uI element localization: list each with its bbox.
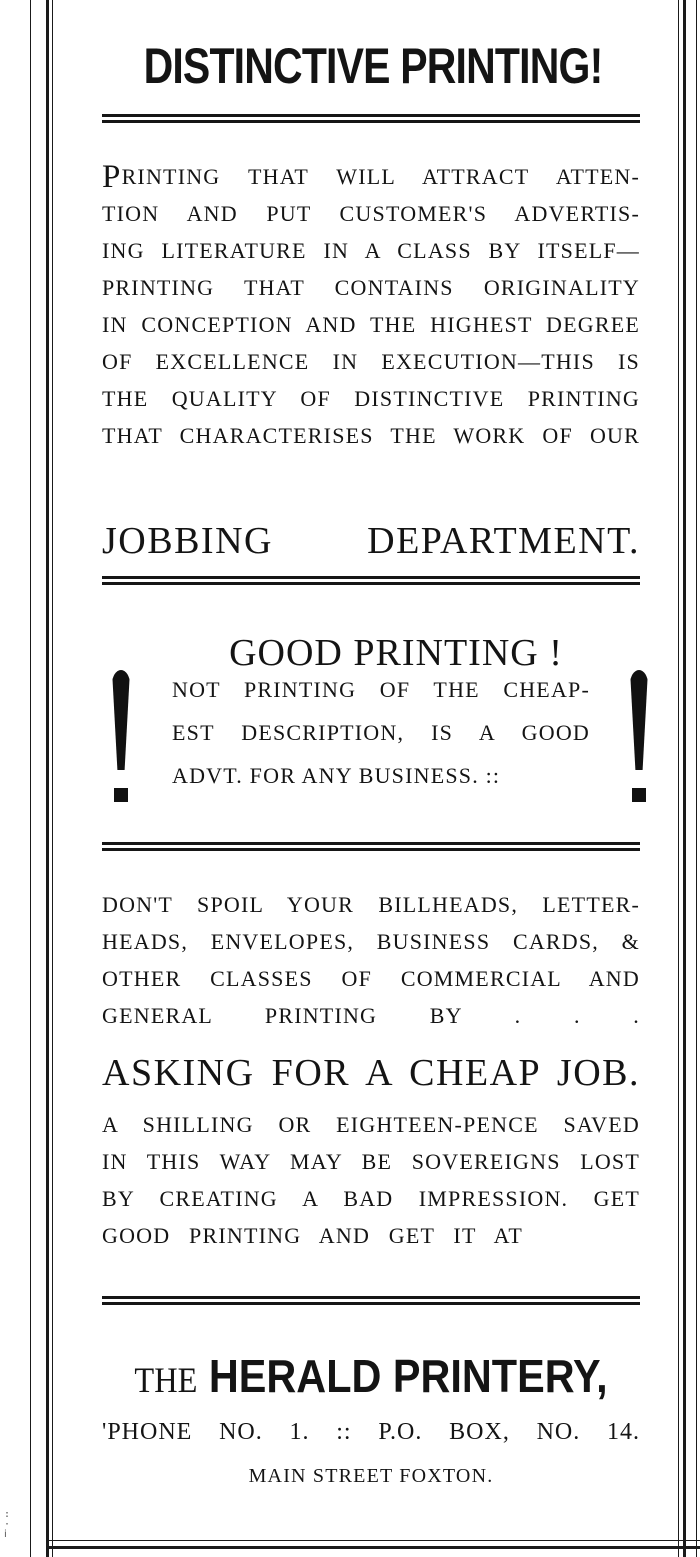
printery-name: [129, 1344, 613, 1408]
intro-line: THE QUALITY OF DISTINCTIVE PRINTING: [102, 386, 640, 411]
printery-title: HERALD PRINTERY,: [208, 1350, 608, 1402]
edge-marks: : · ⅰ: [4, 1509, 11, 1540]
divider-3: [102, 842, 640, 852]
intro-line: PRINTING THAT CONTAINS ORIGINALITY: [102, 275, 640, 300]
column-rule-left: [46, 0, 49, 1557]
column-rule-left-inner: [52, 0, 53, 1557]
warning-line: GENERAL PRINTING BY . . .: [102, 1003, 640, 1028]
intro-line: OF EXCELLENCE IN EXECUTION—THIS IS: [102, 349, 640, 374]
exclamation-right-icon: [626, 670, 652, 820]
intro-line: ING LITERATURE IN A CLASS BY ITSELF—: [102, 238, 640, 263]
printery-the: THE: [134, 1360, 198, 1400]
closing-line: BY CREATING A BAD IMPRESSION. GET: [102, 1186, 640, 1211]
closing-line: GOOD PRINTING AND GET IT AT: [102, 1223, 523, 1248]
closing-paragraph: [102, 1106, 640, 1254]
intro-line: IN CONCEPTION AND THE HIGHEST DEGREE: [102, 312, 640, 337]
department-heading: JOBBING DEPARTMENT.: [102, 520, 640, 562]
drop-cap: P: [102, 159, 122, 195]
divider-4: [102, 1296, 640, 1306]
intro-line: PRINTING THAT WILL ATTRACT ATTEN-: [102, 159, 640, 195]
closing-line: IN THIS WAY MAY BE SOVEREIGNS LOST: [102, 1149, 640, 1174]
printery-address: MAIN STREET FOXTON.: [248, 1465, 494, 1487]
exclamation-left-icon: [108, 670, 134, 820]
good-printing-text: [172, 668, 590, 797]
printery-contact: 'PHONE NO. 1. :: P.O. BOX, NO. 14.: [102, 1419, 640, 1445]
column-rule-left-outer: [30, 0, 31, 1557]
intro-line: TION AND PUT CUSTOMER'S ADVERTIS-: [102, 201, 640, 226]
intro-paragraph: [102, 158, 640, 454]
divider-2: [102, 576, 640, 586]
warning-paragraph: [102, 886, 640, 1034]
column-rule-right: [683, 0, 686, 1557]
advert-content: [66, 0, 680, 1557]
warning-line: OTHER CLASSES OF COMMERCIAL AND: [102, 966, 640, 991]
headline: DISTINCTIVE PRINTING!: [143, 38, 603, 94]
closing-line: A SHILLING OR EIGHTEEN-PENCE SAVED: [102, 1112, 640, 1137]
intro-line: THAT CHARACTERISES THE WORK OF OUR: [102, 423, 640, 448]
good-printing-line: EST DESCRIPTION, IS A GOOD: [172, 720, 590, 745]
column-rule-right-outer: [696, 0, 697, 1557]
divider-1: [102, 114, 640, 124]
good-printing-line: ADVT. FOR ANY BUSINESS. ::: [172, 763, 501, 788]
good-printing-title: GOOD PRINTING !: [229, 632, 563, 674]
warning-line: HEADS, ENVELOPES, BUSINESS CARDS, &: [102, 929, 640, 954]
cheap-job-heading: ASKING FOR A CHEAP JOB.: [102, 1052, 640, 1094]
good-printing-line: NOT PRINTING OF THE CHEAP-: [172, 677, 590, 702]
warning-line: DON'T SPOIL YOUR BILLHEADS, LETTER-: [102, 892, 640, 917]
